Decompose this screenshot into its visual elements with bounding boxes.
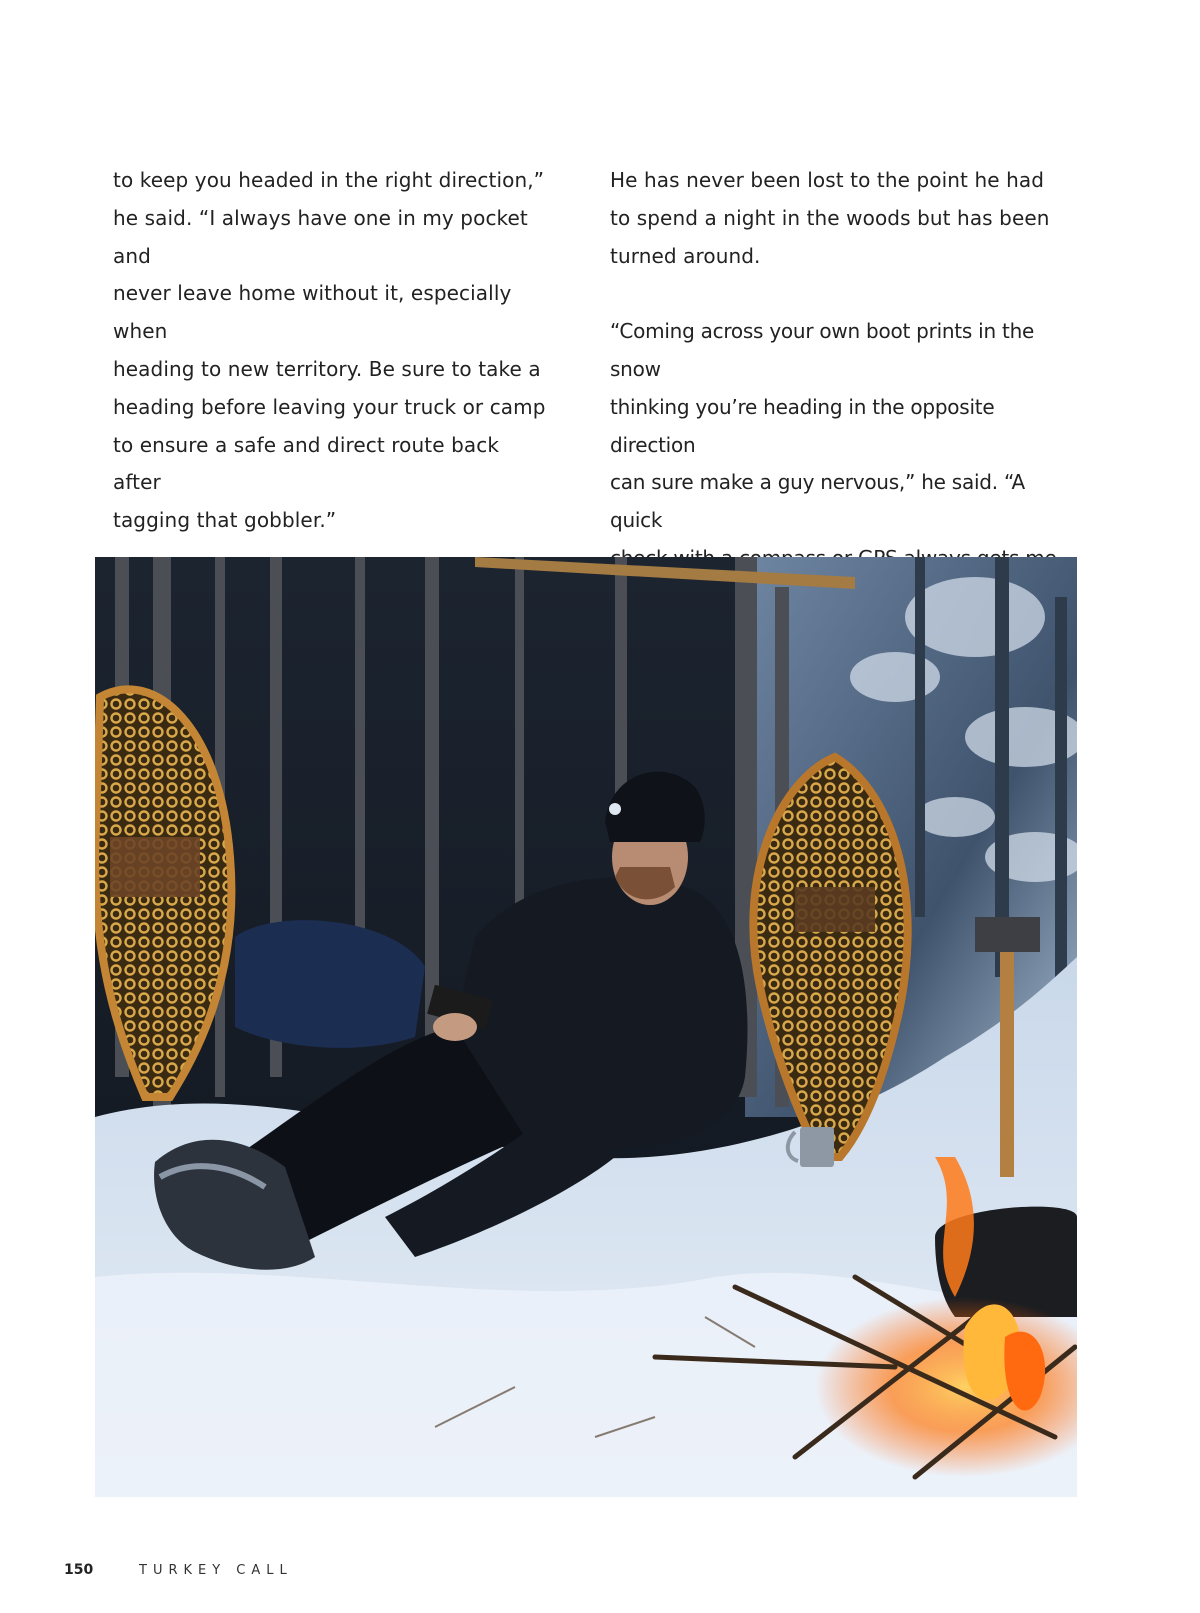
- text-line: He has never been lost to the point he had: [610, 168, 1045, 192]
- article-text-left-column: [113, 162, 553, 540]
- text-line: can sure make a guy nervous,” he said. “A quick: [610, 470, 1025, 533]
- text-line: heading to new territory. Be sure to take a: [113, 356, 541, 381]
- text-line: heading before leaving your truck or camp: [113, 394, 546, 419]
- text-line: to spend a night in the woods but has been: [610, 205, 1050, 230]
- article-text-right-column: [610, 162, 1060, 618]
- text-line: to keep you headed in the right direction,”: [113, 168, 545, 192]
- text-line: turned around.: [610, 243, 761, 268]
- page-number: 150: [64, 1562, 94, 1578]
- text-line: never leave home without it, especially when: [113, 281, 512, 344]
- text-line: thinking you’re heading in the opposite direction: [610, 394, 995, 457]
- text-line: “Coming across your own boot prints in the snow: [610, 319, 1035, 381]
- text-line: tagging that gobbler.”: [113, 508, 337, 533]
- publication-name: TURKEY CALL: [139, 1563, 293, 1578]
- winter-camp-photo: [95, 557, 1077, 1497]
- text-line: to ensure a safe and direct route back after: [113, 432, 499, 495]
- text-line: he said. “I always have one in my pocket and: [113, 205, 528, 268]
